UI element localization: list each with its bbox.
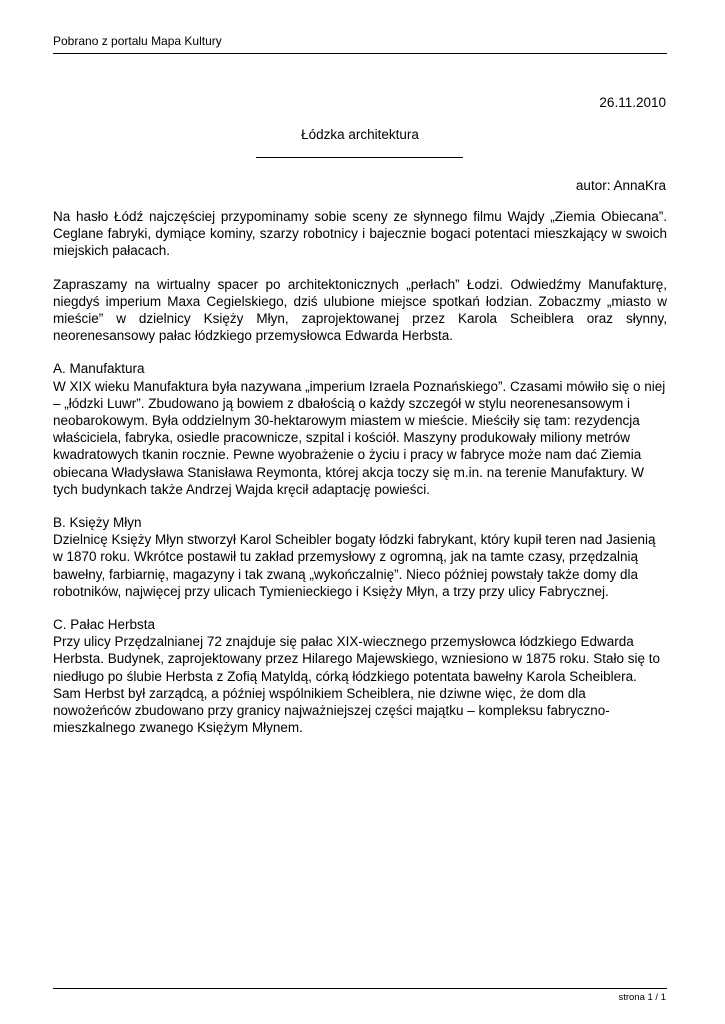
section-paragraph: Przy ulicy Przędzalnianej 72 znajduje się pałac XIX-wiecznego przemysłowca łódzkiego Edwarda Herbsta. Budynek, zaprojektowany przez Hilarego Majewskiego, wzniesiono w 1875 roku. Stało się to niedługo po ślubie Herbsta z Zofią Matyldą, córką łódzkiego potentata bawełny Karola Scheiblera. Sam Herbst był zarządcą, a później wspólnikiem Scheiblera, nie dziwne więc, że dom dla nowożeńców zbudowano przy granicy najważniejszej części majątku – kompleksu fabryczno-mieszkalnego zwanego Księżym Młynem. [53,634,661,736]
section-paragraph: W XIX wieku Manufaktura była nazywana „imperium Izraela Poznańskiego”. Czasami mówiło się o niej – „łódzki Luwr”. Zbudowano ją bowiem z dbałością o każdy szczegół w stylu neorenesansowym i neobarokowym. Była oddzielnym 30-hektarowym miastem w mieście. Mieściły się tam: rezydencja właściciela, fabryka, osiedle pracownicze, szpital i kościół. Maszyny produkowały miliony metrów kwadratowych tkanin rocznie. Pewne wyobrażenie o życiu i pracy w fabryce może nam dać Ziemia obiecana Władysława Stanisława Reymonta, której akcja toczy się m.in. na terenie Manufaktury. W tych budynkach także Andrzej Wajda kręcił adaptację powieści. [53,378,666,497]
section-palac-herbsta [53,616,667,736]
section-ksiezy-mlyn [53,514,667,600]
page-number: strona 1 / 1 [618,992,666,1003]
intro-paragraph-1: Na hasło Łódź najczęściej przypominamy sobie sceny ze słynnego filmu Wajdy „Ziemia Obiecana”. Ceglane fabryki, dymiące kominy, szarzy robotnicy i bajecznie bogaci potentaci mieszkający w swoich miejskich pałacach. [53,209,667,259]
document-body [53,208,667,752]
document-date: 26.11.2010 [599,95,666,110]
header-divider [53,53,667,54]
section-heading: C. Pałac Herbsta [53,617,156,633]
footer-divider [53,988,667,989]
title-underline [256,157,463,158]
intro-paragraph-2: Zapraszamy na wirtualny spacer po architektonicznych „perłach” Łodzi. Odwiedźmy Manufakturę, niegdyś imperium Maxa Cegielskiego, dziś ulubione miejsce spotkań łodzian. Zobaczmy „miasto w mieście” w dzielnicy Księży Młyn, zaprojektowanej przez Karola Scheiblera oraz słynny, neorenesansowy pałac łódzkiego przemysłowca Edwarda Herbsta. [53,276,667,344]
section-heading: A. Manufaktura [53,361,145,377]
section-heading: B. Księży Młyn [53,515,142,531]
document-title: Łódzka architektura [301,127,419,142]
section-manufaktura [53,360,667,498]
section-paragraph: Dzielnicę Księży Młyn stworzył Karol Scheibler bogaty łódzki fabrykant, który kupił teren nad Jasienią w 1870 roku. Wkrótce postawił tu zakład przemysłowy z ogromną, jak na tamte czasy, przędzalnią bawełny, farbiarnię, magazyny i tak zwaną „wykończalnię”. Nieco później powstały także domy dla robotników, najwięcej przy ulicach Tymienieckiego i Księży Młyn, a trzy przy ulicy Fabrycznej. [53,532,656,599]
document-author: autor: AnnaKra [575,178,666,193]
page-header-source: Pobrano z portalu Mapa Kultury [53,34,222,48]
